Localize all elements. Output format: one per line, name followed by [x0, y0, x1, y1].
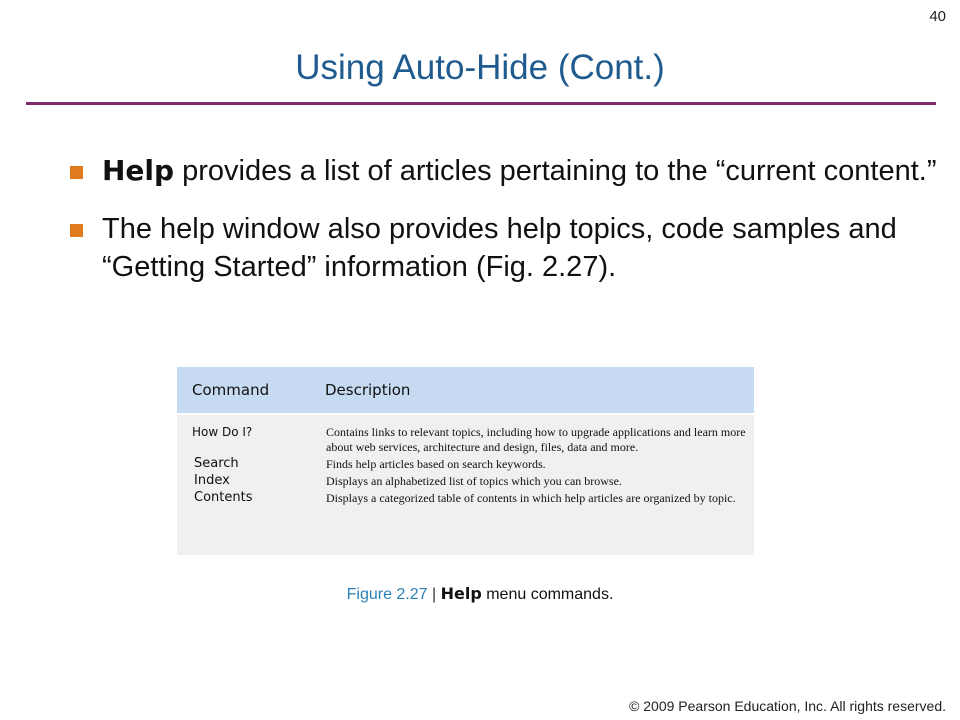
slide-title: Using Auto-Hide (Cont.) — [295, 48, 665, 87]
description-cell: Finds help articles based on search keywords. — [326, 457, 546, 471]
command-cell: How Do I? — [192, 425, 253, 439]
help-commands-table — [177, 367, 754, 555]
table-header — [177, 367, 754, 415]
description-cell: Displays a categorized table of contents in which help articles are organized by topic. — [326, 491, 736, 505]
bullet-list — [66, 152, 946, 306]
table-body — [177, 415, 754, 506]
bullet-item-help-window — [66, 210, 946, 286]
bullet-text: The help window also provides help topics, code samples and “Getting Started” information (Fig. 2.27). — [102, 213, 897, 283]
table-row — [177, 425, 754, 455]
caption-text: menu commands. — [481, 586, 614, 603]
bullet-item-help — [66, 152, 946, 190]
description-cell: Contains links to relevant topics, including how to upgrade applications and learn more about web services, architecture and design, files, data and more. — [326, 425, 746, 454]
figure-number: Figure 2.27 — [346, 586, 428, 603]
bullet-text: provides a list of articles pertaining to the “current content.” — [174, 155, 937, 187]
figure-caption — [0, 584, 960, 604]
command-cell: Index — [194, 473, 230, 488]
square-bullet-icon — [70, 166, 83, 179]
square-bullet-icon — [70, 224, 83, 237]
table-row — [177, 457, 754, 472]
page-number: 40 — [929, 8, 946, 25]
description-cell: Displays an alphabetized list of topics which you can browse. — [326, 474, 622, 488]
copyright-notice: © 2009 Pearson Education, Inc. All rights reserved. — [629, 698, 946, 714]
bullet-bold-term: Help — [102, 154, 175, 187]
header-command: Command — [192, 381, 270, 399]
command-cell: Search — [194, 456, 239, 471]
table-row — [177, 491, 754, 506]
command-cell: Contents — [194, 490, 253, 505]
header-description: Description — [325, 381, 411, 399]
caption-separator: | — [427, 586, 441, 603]
caption-bold-term: Help — [440, 584, 482, 603]
table-row — [177, 474, 754, 489]
title-divider — [26, 102, 936, 105]
